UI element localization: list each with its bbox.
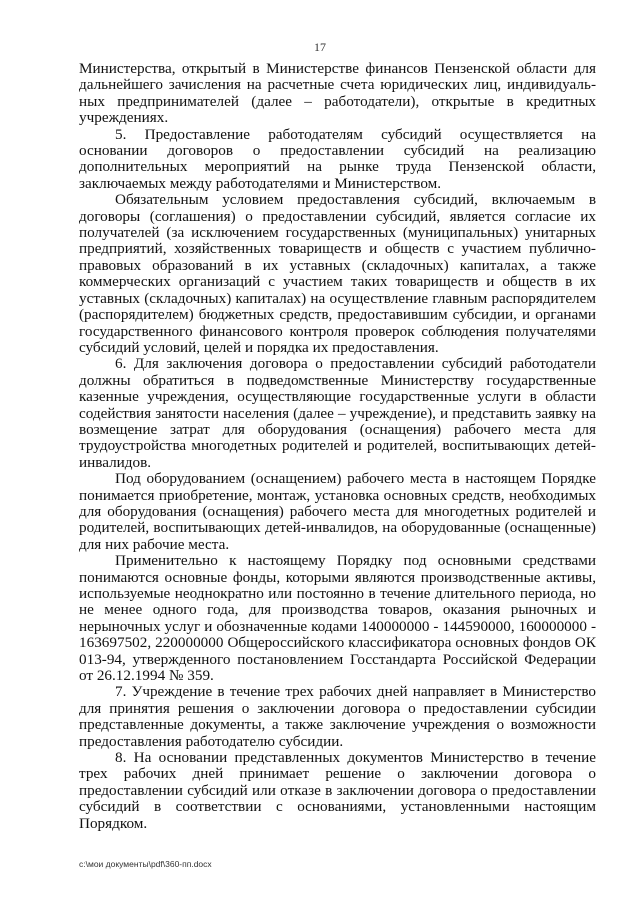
paragraph: 5. Предоставление работодателям субсидий осуществляется на основании договоров о предоставлении субсидий на реализацию дополнительных мероприятий на рынке труда Пензенской области, заключаемых между работодателями и Министерством. xyxy=(79,125,596,192)
document-body xyxy=(79,61,596,832)
paragraph: Применительно к настоящему Порядку под основными средствами понимаются основные фонды, которыми являются производственные активы, используемые неоднократно или постоянно в течение длительного периода, но не менее одного года, для производства товаров, оказания рыночных и нерыночных услуг и обозначенные кодами 140000000 - 144590000, 160000000 - 163697502, 220000000 Общероссийского классификатора основных фондов ОК 013-94, утвержденного постановлением Госстандарта Российской Федерации от 26.12.1994 № 359. xyxy=(79,552,596,685)
paragraph: Министерства, открытый в Министерстве финансов Пензенской области для дальнейшего зачисления на расчетные счета юридических лиц, индивидуальных предпринимателей (далее – работодатели), открытые в кредитных учреждениях. xyxy=(79,60,596,127)
paragraph: 7. Учреждение в течение трех рабочих дней направляет в Министерство для принятия решения о заключении договора о предоставлении субсидии представленные документы, а также заключение учреждения о возможности предоставления работодателю субсидии. xyxy=(79,683,596,750)
page-number: 17 xyxy=(314,40,326,54)
paragraph: 8. На основании представленных документов Министерство в течение трех рабочих дней принимает решение о заключении договора о предоставлении субсидий или отказе в заключении договора о предоставлении субсидий в соответствии с основаниями, установленными настоящим Порядком. xyxy=(79,749,596,832)
footer-file-path: c:\мои документы\pdf\360-пп.docx xyxy=(79,859,212,869)
paragraph: 6. Для заключения договора о предоставлении субсидий работодатели должны обратиться в подведомственные Министерству государственные казенные учреждения, осуществляющие государственные услуги в области содействия занятости населения (далее – учреждение), и представить заявку на возмещение затрат для оборудования (оснащения) рабочего места для трудоустройства многодетных родителей и родителей, воспитывающих детей-инвалидов. xyxy=(79,355,596,471)
paragraph: Обязательным условием предоставления субсидий, включаемым в договоры (соглашения) о предоставлении субсидий, является согласие их получателей (за исключением государственных (муниципальных) унитарных предприятий, хозяйственных товариществ и обществ с участием публично-правовых образований в их уставных (складочных) капиталах, а также коммерческих организаций с участием таких товариществ и обществ в их уставных (складочных) капиталах) на осуществление главным распорядителем (распорядителем) бюджетных средств, предоставившим субсидии, и органами государственного финансового контроля проверок соблюдения получателями субсидий условий, целей и порядка их предоставления. xyxy=(79,191,596,356)
paragraph: Под оборудованием (оснащением) рабочего места в настоящем Порядке понимается приобретение, монтаж, установка основных средств, необходимых для оборудования (оснащения) рабочего места для многодетных родителей и родителей, воспитывающих детей-инвалидов, на оборудованные (оснащенные) для них рабочие места. xyxy=(79,470,596,553)
